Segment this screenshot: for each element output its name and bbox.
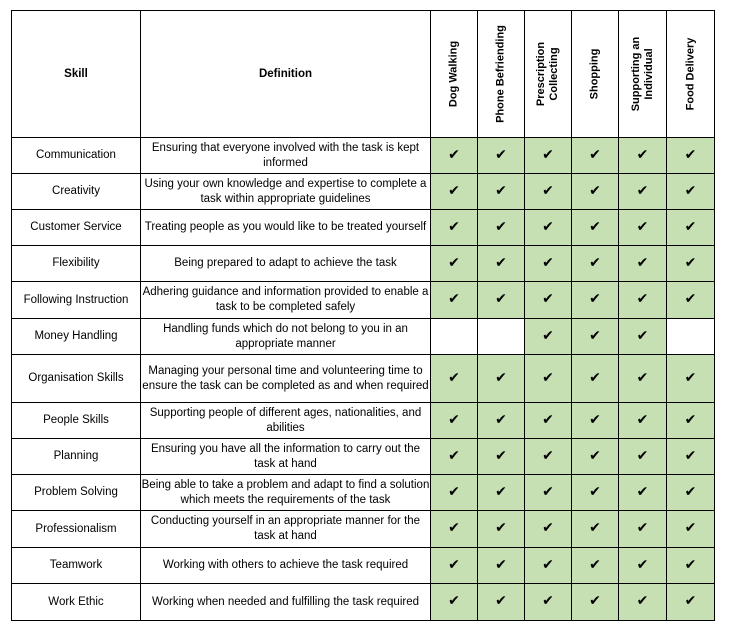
checkmark-cell (619, 246, 667, 282)
skill-cell: Planning (12, 439, 141, 475)
table-row (12, 246, 715, 282)
checkmark-cell (572, 138, 619, 174)
checkmark-cell (431, 138, 478, 174)
checkmark-cell (525, 403, 572, 439)
checkmark-icon: ✔ (636, 411, 649, 428)
checkmark-cell (667, 174, 715, 210)
skill-cell: Flexibility (12, 246, 141, 282)
checkmark-icon: ✔ (495, 483, 507, 500)
checkmark-cell (667, 138, 715, 174)
skill-cell: Communication (12, 138, 141, 174)
checkmark-cell (667, 548, 715, 584)
checkmark-icon: ✔ (636, 291, 649, 307)
table-row (12, 548, 715, 584)
activity-header-label: Supporting an Individual (629, 36, 655, 112)
skill-cell: Customer Service (12, 210, 141, 246)
activity-header-prescription-collecting (525, 11, 572, 138)
checkmark-icon: ✔ (495, 146, 507, 163)
checkmark-cell (572, 548, 619, 584)
checkmark-cell (431, 355, 478, 403)
checkmark-icon: ✔ (448, 447, 460, 464)
checkmark-icon: ✔ (684, 218, 697, 235)
definition-cell: Ensuring you have all the information to carry out the task at hand (141, 439, 431, 475)
checkmark-icon: ✔ (589, 520, 601, 536)
checkmark-icon: ✔ (542, 218, 554, 235)
checkmark-cell (525, 282, 572, 319)
checkmark-icon: ✔ (542, 483, 554, 500)
checkmark-icon: ✔ (589, 556, 601, 573)
checkmark-icon: ✔ (495, 369, 507, 386)
definition-cell: Being prepared to adapt to achieve the task (141, 246, 431, 282)
checkmark-icon: ✔ (448, 520, 460, 536)
definition-cell: Working when needed and fulfilling the task required (141, 584, 431, 621)
definition-cell: Managing your personal time and volunteering time to ensure the task can be completed as and when required (141, 355, 431, 403)
checkmark-cell (478, 174, 525, 210)
checkmark-icon: ✔ (495, 254, 507, 271)
checkmark-cell (431, 403, 478, 439)
activity-header-supporting-an-individual (619, 11, 667, 138)
checkmark-icon: ✔ (589, 254, 601, 271)
checkmark-icon: ✔ (542, 369, 554, 386)
checkmark-cell (667, 403, 715, 439)
definition-cell: Ensuring that everyone involved with the task is kept informed (141, 138, 431, 174)
checkmark-cell (667, 246, 715, 282)
checkmark-cell (478, 355, 525, 403)
checkmark-cell (619, 282, 667, 319)
checkmark-icon: ✔ (542, 291, 554, 307)
table-row (12, 475, 715, 511)
table-body (12, 138, 715, 621)
checkmark-icon: ✔ (589, 218, 601, 235)
checkmark-cell (619, 319, 667, 355)
checkmark-cell (431, 439, 478, 475)
checkmark-icon: ✔ (448, 369, 460, 386)
checkmark-cell (572, 174, 619, 210)
checkmark-icon: ✔ (495, 291, 507, 307)
checkmark-icon: ✔ (495, 556, 507, 573)
checkmark-cell (478, 475, 525, 511)
checkmark-icon: ✔ (589, 291, 601, 307)
checkmark-icon: ✔ (636, 483, 649, 500)
checkmark-icon: ✔ (684, 146, 697, 163)
checkmark-icon: ✔ (636, 369, 649, 386)
activity-header-label: Dog Walking (447, 40, 460, 108)
checkmark-cell (667, 511, 715, 548)
definition-cell: Handling funds which do not belong to you in an appropriate manner (141, 319, 431, 355)
activity-header-shopping (572, 11, 619, 138)
checkmark-icon: ✔ (542, 556, 554, 573)
checkmark-cell (431, 511, 478, 548)
definition-cell: Treating people as you would like to be treated yourself (141, 210, 431, 246)
checkmark-icon: ✔ (684, 556, 697, 573)
checkmark-icon: ✔ (589, 327, 601, 344)
checkmark-cell (431, 548, 478, 584)
checkmark-icon: ✔ (448, 411, 460, 428)
checkmark-icon: ✔ (448, 483, 460, 500)
definition-cell: Using your own knowledge and expertise to complete a task within appropriate guidelines (141, 174, 431, 210)
checkmark-icon: ✔ (495, 411, 507, 428)
checkmark-icon: ✔ (448, 556, 460, 573)
skill-column-header: Skill (12, 11, 141, 138)
table-row (12, 174, 715, 210)
checkmark-icon: ✔ (684, 593, 697, 609)
checkmark-cell (619, 355, 667, 403)
checkmark-cell (619, 403, 667, 439)
checkmark-icon: ✔ (542, 593, 554, 609)
checkmark-icon: ✔ (589, 483, 601, 500)
checkmark-cell (478, 210, 525, 246)
checkmark-cell (572, 439, 619, 475)
skill-cell: Problem Solving (12, 475, 141, 511)
checkmark-icon: ✔ (448, 182, 460, 199)
skill-cell: Money Handling (12, 319, 141, 355)
checkmark-cell (619, 439, 667, 475)
checkmark-icon: ✔ (636, 593, 649, 609)
checkmark-cell (667, 584, 715, 621)
checkmark-cell (478, 439, 525, 475)
checkmark-icon: ✔ (542, 447, 554, 464)
checkmark-cell (525, 246, 572, 282)
checkmark-icon: ✔ (495, 218, 507, 235)
activity-header-label: Phone Befriending (494, 25, 507, 123)
checkmark-icon: ✔ (542, 146, 554, 163)
checkmark-cell (619, 584, 667, 621)
checkmark-cell (431, 246, 478, 282)
checkmark-icon: ✔ (448, 254, 460, 271)
activity-header-label: Prescription Collecting (535, 41, 560, 107)
checkmark-cell (525, 355, 572, 403)
checkmark-icon: ✔ (684, 291, 697, 307)
checkmark-cell (572, 511, 619, 548)
checkmark-icon: ✔ (448, 291, 460, 307)
skill-cell: Following Instruction (12, 282, 141, 319)
checkmark-icon: ✔ (448, 146, 460, 163)
checkmark-icon: ✔ (684, 447, 697, 464)
checkmark-icon: ✔ (684, 520, 697, 536)
skill-cell: People Skills (12, 403, 141, 439)
header-row (12, 11, 715, 138)
checkmark-cell (619, 138, 667, 174)
checkmark-icon: ✔ (589, 182, 601, 199)
skill-cell: Teamwork (12, 548, 141, 584)
checkmark-cell (667, 355, 715, 403)
checkmark-icon: ✔ (542, 411, 554, 428)
checkmark-cell (478, 246, 525, 282)
checkmark-cell (619, 210, 667, 246)
activity-header-dog-walking (431, 11, 478, 138)
checkmark-icon: ✔ (589, 593, 601, 609)
checkmark-cell (525, 174, 572, 210)
checkmark-icon: ✔ (636, 146, 649, 163)
checkmark-cell (525, 138, 572, 174)
checkmark-icon: ✔ (542, 254, 554, 271)
definition-cell: Conducting yourself in an appropriate manner for the task at hand (141, 511, 431, 548)
definition-column-header: Definition (141, 11, 431, 138)
table-row (12, 439, 715, 475)
skill-cell: Professionalism (12, 511, 141, 548)
checkmark-icon: ✔ (589, 369, 601, 386)
checkmark-icon: ✔ (589, 411, 601, 428)
checkmark-cell (525, 319, 572, 355)
checkmark-icon: ✔ (684, 411, 697, 428)
activity-header-label: Food Delivery (684, 37, 696, 111)
definition-cell: Supporting people of different ages, nationalities, and abilities (141, 403, 431, 439)
checkmark-cell (572, 355, 619, 403)
checkmark-cell (525, 584, 572, 621)
table-row (12, 138, 715, 174)
empty-cell (478, 319, 525, 355)
checkmark-icon: ✔ (495, 520, 507, 536)
checkmark-cell (572, 475, 619, 511)
checkmark-cell (431, 584, 478, 621)
table-row (12, 511, 715, 548)
checkmark-cell (667, 210, 715, 246)
checkmark-icon: ✔ (684, 369, 697, 386)
checkmark-cell (478, 511, 525, 548)
activity-header-food-delivery (667, 11, 715, 138)
checkmark-icon: ✔ (636, 218, 649, 235)
checkmark-cell (478, 403, 525, 439)
checkmark-cell (619, 475, 667, 511)
table-row (12, 355, 715, 403)
activity-header-phone-befriending (478, 11, 525, 138)
checkmark-cell (478, 584, 525, 621)
checkmark-cell (478, 282, 525, 319)
table-row (12, 282, 715, 319)
checkmark-icon: ✔ (684, 483, 697, 500)
table-row (12, 210, 715, 246)
activity-header-label: Shopping (588, 48, 601, 100)
checkmark-cell (572, 246, 619, 282)
checkmark-cell (525, 511, 572, 548)
empty-cell (431, 319, 478, 355)
checkmark-icon: ✔ (495, 182, 507, 199)
checkmark-icon: ✔ (542, 520, 554, 536)
checkmark-icon: ✔ (636, 556, 649, 573)
checkmark-icon: ✔ (495, 593, 507, 609)
checkmark-icon: ✔ (495, 447, 507, 464)
checkmark-cell (525, 548, 572, 584)
table-row (12, 403, 715, 439)
checkmark-icon: ✔ (684, 254, 697, 271)
table-row (12, 584, 715, 621)
checkmark-cell (525, 475, 572, 511)
checkmark-cell (572, 403, 619, 439)
checkmark-icon: ✔ (589, 447, 601, 464)
checkmark-cell (667, 282, 715, 319)
checkmark-cell (619, 511, 667, 548)
definition-cell: Being able to take a problem and adapt to find a solution which meets the requirements of the task (141, 475, 431, 511)
table-row (12, 319, 715, 355)
definition-cell: Adhering guidance and information provided to enable a task to be completed safely (141, 282, 431, 319)
checkmark-cell (431, 210, 478, 246)
skill-cell: Organisation Skills (12, 355, 141, 403)
skill-cell: Creativity (12, 174, 141, 210)
checkmark-icon: ✔ (636, 447, 649, 464)
checkmark-cell (525, 210, 572, 246)
checkmark-icon: ✔ (448, 593, 460, 609)
checkmark-icon: ✔ (589, 146, 601, 163)
checkmark-cell (572, 584, 619, 621)
checkmark-icon: ✔ (684, 182, 697, 199)
checkmark-icon: ✔ (636, 520, 649, 536)
checkmark-icon: ✔ (542, 327, 554, 344)
checkmark-cell (619, 548, 667, 584)
checkmark-icon: ✔ (448, 218, 460, 235)
checkmark-icon: ✔ (636, 327, 649, 344)
checkmark-cell (525, 439, 572, 475)
checkmark-cell (619, 174, 667, 210)
checkmark-cell (478, 548, 525, 584)
skills-table (11, 10, 715, 621)
checkmark-cell (667, 439, 715, 475)
checkmark-cell (572, 210, 619, 246)
checkmark-cell (431, 282, 478, 319)
checkmark-cell (431, 174, 478, 210)
checkmark-icon: ✔ (542, 182, 554, 199)
definition-cell: Working with others to achieve the task required (141, 548, 431, 584)
checkmark-cell (572, 282, 619, 319)
checkmark-icon: ✔ (636, 254, 649, 271)
skill-cell: Work Ethic (12, 584, 141, 621)
checkmark-icon: ✔ (636, 182, 649, 199)
checkmark-cell (572, 319, 619, 355)
checkmark-cell (478, 138, 525, 174)
empty-cell (667, 319, 715, 355)
checkmark-cell (667, 475, 715, 511)
checkmark-cell (431, 475, 478, 511)
